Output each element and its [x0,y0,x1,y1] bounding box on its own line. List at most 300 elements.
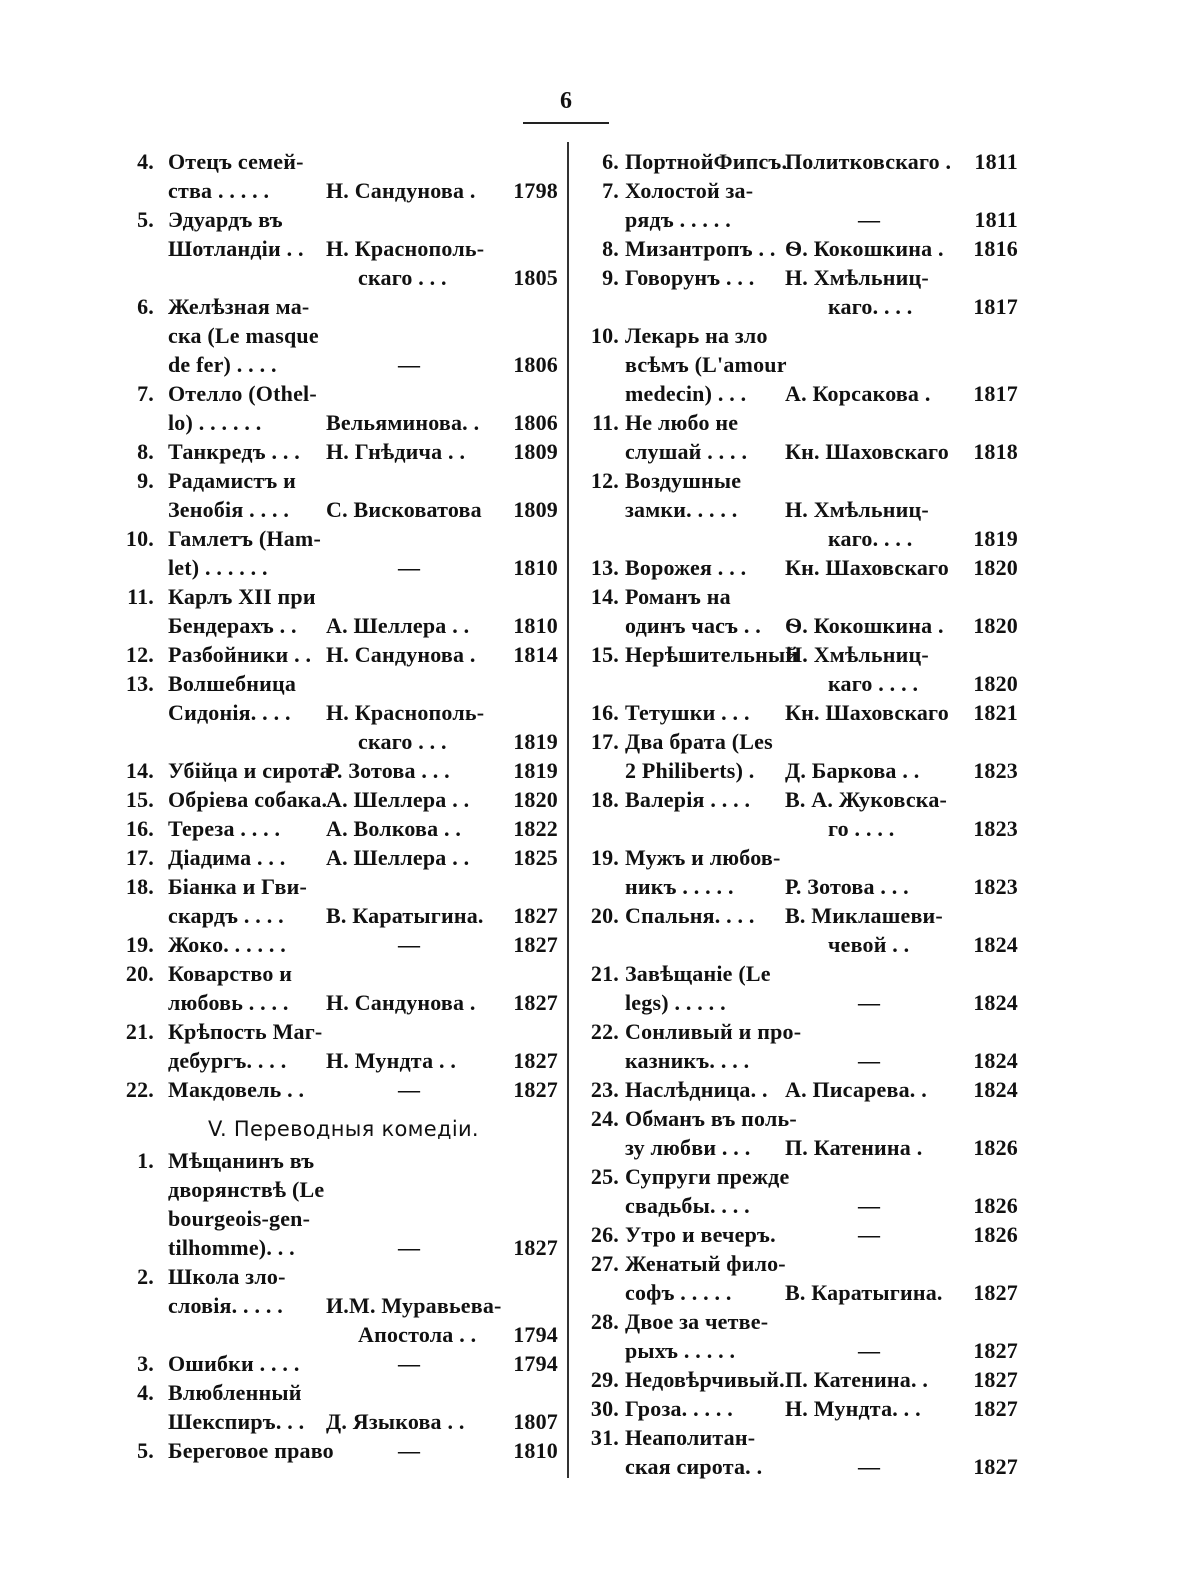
year: 1805 [513,265,558,290]
catalog-entry [573,1017,1018,1075]
play-title: bourgeois-gen- [168,1206,311,1231]
catalog-entry [108,1436,558,1465]
catalog-entry [573,1307,1018,1365]
play-title: Утро и вечеръ. [625,1222,776,1247]
entry-line [108,1204,558,1233]
translator-name: Д. Баркова . . [785,758,920,783]
play-title: Гроза. . . . . [625,1396,733,1421]
catalog-entry [108,524,558,582]
play-title: Холостой за- [625,178,754,203]
entry-line [573,1162,1018,1191]
translator-name: Ѳ. Кокошкина . [785,613,944,638]
play-title: Карлъ XII при [168,584,316,609]
entry-number: 14. [590,584,619,609]
entry-line [573,292,1018,321]
catalog-entry [573,1104,1018,1162]
translator-name: каго. . . . [828,294,913,319]
play-title: Мизантропъ . . [625,236,776,261]
entry-line [108,843,558,872]
play-title: let) . . . . . . [168,555,268,580]
catalog-entry [573,1220,1018,1249]
play-title: Шотландіи . . [168,236,304,261]
play-title: Отецъ семей- [168,149,304,174]
entry-line [108,1436,558,1465]
translator-name: Р. Зотова . . . [326,758,450,783]
translator-name: Н. Хмѣльниц- [785,497,929,522]
year: 1827 [513,990,558,1015]
entry-line [108,292,558,321]
play-title: Желѣзная ма- [168,294,310,319]
entry-line [108,727,558,756]
year: 1824 [973,1077,1018,1102]
entry-number: 5. [137,207,154,232]
play-title: Танкредъ . . . [168,439,300,464]
year: 1827 [973,1396,1018,1421]
entry-line [108,379,558,408]
catalog-entry [108,1146,558,1262]
left-column [108,147,558,1465]
year: 1809 [513,497,558,522]
entry-line [108,147,558,176]
catalog-entry [573,553,1018,582]
year: 1824 [973,1048,1018,1073]
play-title: Мужъ и любов- [625,845,781,870]
page-number: 6 [560,88,572,114]
entry-line [108,582,558,611]
year: 1826 [973,1222,1018,1247]
translator-name: Н. Краснополь- [326,236,485,261]
ditto-dash: — [858,1193,881,1218]
catalog-entry [108,437,558,466]
play-title: ства . . . . . [168,178,270,203]
play-title: Жоко. . . . . . [168,932,286,957]
entry-line [573,1336,1018,1365]
entry-number: 7. [602,178,619,203]
year: 1823 [973,758,1018,783]
translator-name: Кн. Шаховскаго [785,439,949,464]
entry-number: 1. [137,1148,154,1173]
play-title: никъ . . . . . [625,874,734,899]
entry-line [108,495,558,524]
catalog-entry [108,466,558,524]
entry-line [573,1452,1018,1481]
translator-name: А. Писарева. . [785,1077,927,1102]
entry-line [573,1365,1018,1394]
year: 1794 [513,1351,558,1376]
year: 1827 [513,932,558,957]
entry-line [108,234,558,263]
catalog-entry [573,1394,1018,1423]
ditto-dash: — [858,1048,881,1073]
play-title: рыхъ . . . . . [625,1338,736,1363]
entry-number: 11. [127,584,154,609]
year: 1818 [973,439,1018,464]
translator-name: В. Миклашеви- [785,903,943,928]
translator-name: скаго . . . [358,729,447,754]
entry-number: 6. [137,294,154,319]
entry-line [573,321,1018,350]
entry-line [573,263,1018,292]
play-title: свадьбы. . . . [625,1193,750,1218]
entry-number: 20. [590,903,619,928]
year: 1825 [513,845,558,870]
entry-number: 4. [137,149,154,174]
year: 1798 [513,178,558,203]
year: 1820 [973,613,1018,638]
translator-name: В. А. Жуковска- [785,787,948,812]
translator-name: В. Каратыгина. [785,1280,943,1305]
entry-number: 13. [125,671,154,696]
entry-line [108,466,558,495]
entry-line [108,669,558,698]
catalog-entry [108,930,558,959]
play-title: Спальня. . . . [625,903,755,928]
entry-line [573,147,1018,176]
catalog-entry [573,1162,1018,1220]
entry-line [573,524,1018,553]
catalog-entry [573,321,1018,408]
entry-line [573,785,1018,814]
year: 1810 [513,555,558,580]
translator-name: Н. Сандунова . [326,642,476,667]
play-title: софъ . . . . . [625,1280,732,1305]
entry-line [108,553,558,582]
catalog-entry [573,640,1018,698]
play-title: 2 Philiberts) . [625,758,755,783]
year: 1816 [973,236,1018,261]
play-title: Коварство и [168,961,293,986]
entry-line [573,234,1018,263]
entry-line [573,988,1018,1017]
entry-number: 17. [590,729,619,754]
entry-number: 18. [125,874,154,899]
catalog-entry [573,901,1018,959]
translator-name: С. Висковатова [326,497,482,522]
play-title: Недовѣрчивый. [625,1367,785,1392]
play-title: lo) . . . . . . [168,410,262,435]
play-title: Ворожея . . . [625,555,747,580]
catalog-entry [108,1349,558,1378]
entry-line [573,843,1018,872]
play-title: Лекарь на зло [625,323,768,348]
entry-line [108,640,558,669]
catalog-entry [573,1423,1018,1481]
entry-number: 16. [125,816,154,841]
play-title: одинъ часъ . . [625,613,761,638]
play-title: казникъ. . . . [625,1048,750,1073]
year: 1806 [513,352,558,377]
translator-name: Политковскаго . [785,149,952,174]
year: 1823 [973,816,1018,841]
catalog-entry [573,843,1018,901]
ditto-dash: — [398,932,421,957]
play-title: дебургъ. . . . [168,1048,287,1073]
translator-name: Кн. Шаховскаго [785,700,949,725]
entry-line [108,263,558,292]
catalog-entry [573,263,1018,321]
entry-line [573,1394,1018,1423]
year: 1827 [973,1367,1018,1392]
entry-number: 18. [590,787,619,812]
entry-number: 3. [137,1351,154,1376]
play-title: Убійца и сирота [168,758,331,783]
catalog-entry [108,147,558,205]
year: 1827 [513,1077,558,1102]
ditto-dash: — [398,1077,421,1102]
play-title: Волшебница [168,671,297,696]
play-title: Зенобія . . . . [168,497,290,522]
entry-line [573,1278,1018,1307]
entry-number: 8. [137,439,154,464]
translator-name: Н. Сандунова . [326,990,476,1015]
entry-number: 6. [602,149,619,174]
entry-number: 10. [125,526,154,551]
entry-line [108,1075,558,1104]
ditto-dash: — [398,352,421,377]
catalog-entry [108,292,558,379]
play-title: всѣмъ (L'amour [625,352,787,377]
translator-name: А. Шеллера . . [326,845,470,870]
translator-name: Н. Хмѣльниц- [785,642,929,667]
catalog-entry [108,1378,558,1436]
year: 1823 [973,874,1018,899]
entry-number: 21. [125,1019,154,1044]
entry-number: 22. [125,1077,154,1102]
entry-line [573,350,1018,379]
entry-line [108,524,558,553]
year: 1827 [973,1280,1018,1305]
translator-name: П. Катенина. . [785,1367,929,1392]
entry-line [108,205,558,234]
play-title: замки. . . . . [625,497,738,522]
entry-number: 27. [590,1251,619,1276]
ditto-dash: — [858,1338,881,1363]
year: 1807 [513,1409,558,1434]
year: 1826 [973,1193,1018,1218]
ditto-dash: — [858,1222,881,1247]
translator-name: А. Корсакова . [785,381,931,406]
entry-line [573,1075,1018,1104]
entry-line [108,1407,558,1436]
catalog-entry [573,698,1018,727]
entry-number: 14. [125,758,154,783]
catalog-entry [108,582,558,640]
entry-list-tragedies [108,147,558,1104]
entry-number: 12. [125,642,154,667]
entry-number: 22. [590,1019,619,1044]
play-title: Сидонія. . . . [168,700,291,725]
translator-name: Д. Языкова . . [326,1409,465,1434]
translator-name: Н. Хмѣльниц- [785,265,929,290]
year: 1822 [513,816,558,841]
entry-number: 8. [602,236,619,261]
catalog-entry [108,959,558,1017]
play-title: legs) . . . . . [625,990,726,1015]
entry-line [108,901,558,930]
play-title: ПортнойФипсъ. [625,149,788,174]
play-title: Женатый фило- [625,1251,786,1276]
year: 1827 [513,903,558,928]
year: 1811 [974,207,1018,232]
translator-name: В. Каратыгина. [326,903,484,928]
entry-line [108,1291,558,1320]
catalog-entry [573,785,1018,843]
play-title: Крѣпость Маг- [168,1019,323,1044]
translator-name: го . . . . [828,816,895,841]
catalog-entry [573,147,1018,176]
entry-line [573,495,1018,524]
translator-name: чевой . . [828,932,910,957]
catalog-entry [108,1075,558,1104]
play-title: Тетушки . . . [625,700,750,725]
play-title: Радамистъ и [168,468,297,493]
ditto-dash: — [858,207,881,232]
entry-line [573,872,1018,901]
translator-name: Вельяминова. . [326,410,480,435]
entry-number: 15. [125,787,154,812]
entry-number: 19. [590,845,619,870]
entry-number: 20. [125,961,154,986]
entry-number: 13. [590,555,619,580]
entry-line [573,814,1018,843]
year: 1827 [973,1454,1018,1479]
column-divider [567,142,569,1478]
entry-line [108,1017,558,1046]
catalog-entry [108,640,558,669]
catalog-entry [573,582,1018,640]
play-title: ска (Le masque [168,323,319,348]
entry-number: 19. [125,932,154,957]
entry-line [573,1191,1018,1220]
entry-line [573,727,1018,756]
entry-number: 7. [137,381,154,406]
ditto-dash: — [398,555,421,580]
play-title: рядъ . . . . . [625,207,731,232]
entry-line [573,205,1018,234]
entry-line [108,1146,558,1175]
entry-line [108,437,558,466]
play-title: Ошибки . . . . [168,1351,300,1376]
entry-line [108,1349,558,1378]
entry-line [108,321,558,350]
translator-name: Н. Сандунова . [326,178,476,203]
entry-line [573,582,1018,611]
entry-line [573,640,1018,669]
entry-line [108,408,558,437]
play-title: Супруги прежде [625,1164,790,1189]
entry-line [573,1249,1018,1278]
play-title: Школа зло- [168,1264,286,1289]
entry-number: 10. [590,323,619,348]
catalog-entry [108,872,558,930]
catalog-entry [573,1249,1018,1307]
catalog-entry [108,205,558,292]
play-title: Біанка и Гви- [168,874,307,899]
page-number-rule [523,122,609,124]
entry-number: 15. [590,642,619,667]
entry-line [108,988,558,1017]
right-column [573,147,1018,1481]
play-title: Мѣщанинъ въ [168,1148,315,1173]
play-title: Двое за четве- [625,1309,769,1334]
ditto-dash: — [858,1454,881,1479]
entry-line [108,814,558,843]
entry-line [108,698,558,727]
entry-number: 11. [592,410,619,435]
entry-line [108,1378,558,1407]
entry-number: 9. [137,468,154,493]
play-title: Сонливый и про- [625,1019,802,1044]
entry-line [573,437,1018,466]
catalog-entry [573,959,1018,1017]
play-title: словія. . . . . [168,1293,283,1318]
play-title: Обманъ въ поль- [625,1106,797,1131]
entry-number: 28. [590,1309,619,1334]
entry-number: 2. [137,1264,154,1289]
year: 1817 [973,381,1018,406]
play-title: Не любо не [625,410,739,435]
play-title: Отелло (Othel- [168,381,317,406]
year: 1820 [973,671,1018,696]
year: 1810 [513,1438,558,1463]
entry-line [573,553,1018,582]
translator-name: Н. Краснополь- [326,700,485,725]
entry-number: 24. [590,1106,619,1131]
year: 1814 [513,642,558,667]
entry-line [573,901,1018,930]
entry-line [108,1262,558,1291]
play-title: tilhomme). . . [168,1235,295,1260]
catalog-entry [108,814,558,843]
entry-number: 9. [602,265,619,290]
year: 1820 [973,555,1018,580]
translator-name: А. Шеллера . . [326,613,470,638]
ditto-dash: — [398,1235,421,1260]
entry-number: 4. [137,1380,154,1405]
play-title: Два брата (Les [625,729,773,754]
translator-name: Н. Мундта. . . [785,1396,921,1421]
entry-line [573,176,1018,205]
catalog-entry [573,234,1018,263]
year: 1820 [513,787,558,812]
catalog-entry [108,785,558,814]
year: 1794 [513,1322,558,1347]
entry-number: 23. [590,1077,619,1102]
play-title: Обріева собака. [168,787,328,812]
play-title: Влюбленный [168,1380,302,1405]
year: 1827 [513,1235,558,1260]
catalog-entry [573,466,1018,553]
entry-line [573,1220,1018,1249]
year: 1819 [513,729,558,754]
translator-name: Апостола . . [358,1322,477,1347]
year: 1809 [513,439,558,464]
play-title: Наслѣдница. . [625,1077,768,1102]
play-title: Нерѣшительный [625,642,799,667]
year: 1827 [973,1338,1018,1363]
ditto-dash: — [398,1438,421,1463]
catalog-entry [108,379,558,437]
year: 1806 [513,410,558,435]
play-title: ская сирота. . [625,1454,763,1479]
ditto-dash: — [398,1351,421,1376]
translator-name: Кн. Шаховскаго [785,555,949,580]
entry-line [573,1133,1018,1162]
play-title: Эдуардъ въ [168,207,283,232]
play-title: Воздушные [625,468,742,493]
year: 1819 [513,758,558,783]
translator-name: А. Волкова . . [326,816,462,841]
